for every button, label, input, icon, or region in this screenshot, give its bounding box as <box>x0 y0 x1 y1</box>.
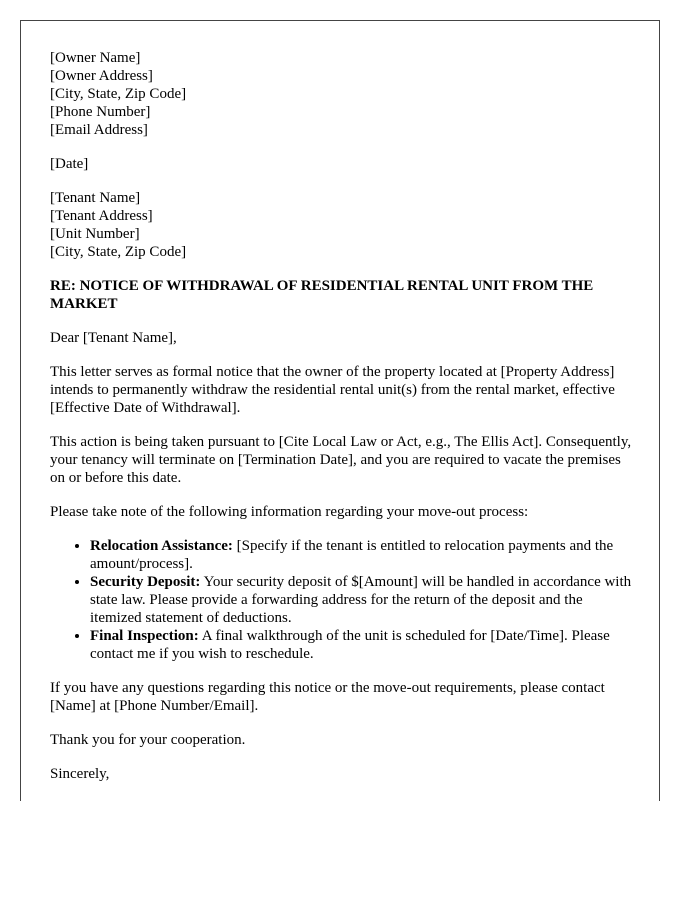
list-item-text: [Specify if the tenant is entitled to relocation payments and the amount/process]. <box>90 538 614 572</box>
recipient-block <box>50 189 634 261</box>
sender-phone: [Phone Number] <box>50 104 151 120</box>
list-item-final-inspection <box>90 627 634 663</box>
sender-city-state-zip: [City, State, Zip Code] <box>50 86 187 102</box>
recipient-city-state-zip: [City, State, Zip Code] <box>50 244 187 260</box>
letter-page <box>20 20 660 801</box>
letter-date: [Date] <box>50 156 89 172</box>
paragraph-notice: This letter serves as formal notice that the owner of the property located at [Property Address] intends to permanently withdraw the residential rental unit(s) from the rental market, effective [Effective Date of Withdrawal]. <box>50 364 615 416</box>
salutation: Dear [Tenant Name], <box>50 330 177 346</box>
move-out-info-list <box>50 537 634 663</box>
list-item-label: Relocation Assistance: <box>90 538 233 554</box>
list-item-relocation <box>90 537 634 573</box>
sender-name: [Owner Name] <box>50 50 141 66</box>
paragraph-move-out-intro: Please take note of the following information regarding your move-out process: <box>50 504 529 520</box>
recipient-name: [Tenant Name] <box>50 190 141 206</box>
list-item-label: Final Inspection: <box>90 628 199 644</box>
sender-email: [Email Address] <box>50 122 148 138</box>
recipient-address: [Tenant Address] <box>50 208 153 224</box>
list-item-security-deposit <box>90 573 634 627</box>
sender-block <box>50 49 634 139</box>
list-item-text: A final walkthrough of the unit is scheduled for [Date/Time]. Please contact me if you wish to reschedule. <box>90 628 610 662</box>
sender-address: [Owner Address] <box>50 68 153 84</box>
paragraph-legal-basis: This action is being taken pursuant to [Cite Local Law or Act, e.g., The Ellis Act]. Consequently, your tenancy will terminate on [Termination Date], and you are required to vacate the premises on or before this date. <box>50 434 632 486</box>
paragraph-thanks: Thank you for your cooperation. <box>50 732 246 748</box>
signoff: Sincerely, <box>50 766 110 782</box>
list-item-label: Security Deposit: <box>90 574 201 590</box>
subject-line: RE: NOTICE OF WITHDRAWAL OF RESIDENTIAL RENTAL UNIT FROM THE MARKET <box>50 278 594 312</box>
paragraph-questions: If you have any questions regarding this notice or the move-out requirements, please contact [Name] at [Phone Number/Email]. <box>50 680 605 714</box>
list-item-text: Your security deposit of $[Amount] will be handled in accordance with state law. Please provide a forwarding address for the return of the deposit and the itemized statement of deductions. <box>90 574 632 626</box>
letter-content <box>50 49 634 799</box>
recipient-unit: [Unit Number] <box>50 226 140 242</box>
